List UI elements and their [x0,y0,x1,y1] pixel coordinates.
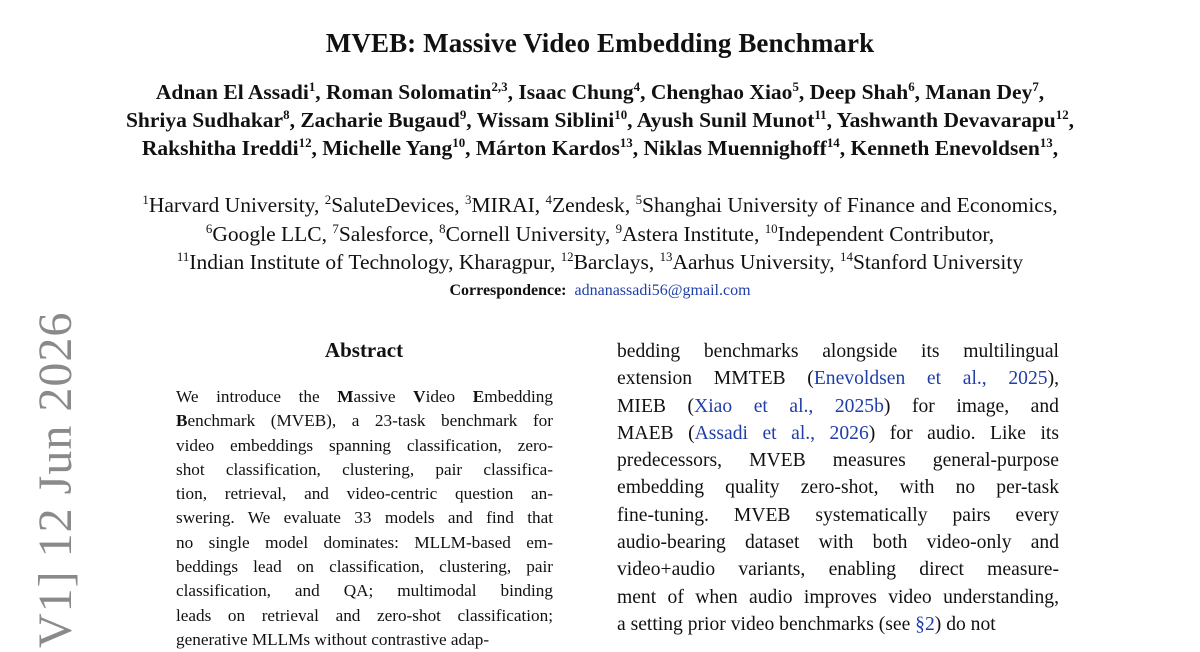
author-affiliation-mark: 14 [826,135,840,150]
paper-title: MVEB: Massive Video Embedding Benchmark [325,28,875,58]
intro-line: MIEB (Xiao et al., 2025b) for image, and [617,395,1059,417]
abstract-line: leads on retrieval and zero-shot classification; [176,605,553,625]
affiliation-mark: 2 [324,192,332,207]
affiliation: $^5$Shanghai University of Finance and Economics [635,192,1053,217]
author-affiliation-mark: 10 [614,107,628,122]
author-affiliation-mark: 10 [452,135,466,150]
author-name: Shriya Sudhakar$^8$ [125,107,290,132]
abstract-line: beddings lead on classification, clustering, pair [176,557,553,577]
author-name: Isaac Chung$^4$ [518,79,641,104]
intro-line: fine-tuning. MVEB systematically pairs every [617,504,1059,526]
author-affiliation-mark: 13 [1039,135,1053,150]
abstract-line: Benchmark (MVEB), a 23-task benchmark for [176,411,553,431]
affiliation-mark: 9 [615,221,623,236]
citation-link[interactable]: Assadi et al., 2026 [694,422,869,444]
abstract-line: video embeddings spanning classification, zero- [176,435,553,455]
author-name: Ayush Sunil Munot$^{11}$ [636,107,827,132]
affiliation: $^{14}$Stanford University [840,249,1024,274]
author-affiliation-mark: 6 [908,79,915,94]
affiliation: $^{11}$Indian Institute of Technology, Kharagpur [176,249,550,274]
abstract-heading: Abstract [324,338,404,362]
author-affiliation-mark: 5 [792,79,799,94]
affiliation-mark: 6 [205,221,213,236]
intro-line: bedding benchmarks alongside its multilingual [617,341,1059,362]
affiliation-mark: 12 [560,249,574,264]
author-name: Michelle Yang$^{10}$ [322,135,466,160]
intro-line: predecessors, MVEB measures general-purpose [617,450,1059,472]
affiliation: $^{13}$Aarhus University [659,249,830,274]
correspondence-email-link[interactable]: adnanassadi56@gmail.com [574,282,751,299]
author-name: Chenghao Xiao$^5$ [650,79,799,104]
abstract-line: classification, and QA; multimodal binding [176,581,553,601]
author-name: Kenneth Enevoldsen$^{13}$ [850,135,1053,160]
affiliation: $^7$Salesforce [332,221,429,246]
intro-line: MAEB (Assadi et al., 2026) for audio. Like its [617,422,1059,444]
affiliation-list: $^1$Harvard University, $^2$SaluteDevices, $^3$MIRAI, $^4$Zendesk, $^5$Shanghai University of Finance and Economics, $^6$Google LLC, $^7$Salesforce, $^8$Cornell University, $^9$Astera Institute, $^{10}$Independent Contributor, $^{11}$Indian Institute of Technology, Kharagpur, $^{12}$Barclays, $^{13}$Aarhus University, $^{14}$Stanford University [142,192,1058,274]
affiliation: $^2$SaluteDevices [324,192,455,217]
author-name: Manan Dey$^7$ [925,79,1039,104]
author-name: Zacharie Bugaud$^9$ [300,107,467,132]
intro-line: video+audio variants, enabling direct measure- [617,559,1059,581]
author-affiliation-mark: 12 [1055,107,1069,122]
author-affiliation-mark: 13 [619,135,633,150]
affiliation: $^1$Harvard University [142,192,315,217]
author-name: Rakshitha Ireddi$^{12}$ [141,135,312,160]
author-name: Niklas Muennighoff$^{14}$ [643,135,840,160]
abstract-line: We introduce the Massive Video Embedding [176,387,553,406]
arxiv-watermark: V1] 12 Jun 2026 [29,311,82,648]
abstract-line: tion, retrieval, and video-centric question an- [176,484,553,504]
affiliation: $^8$Cornell University [439,221,605,246]
affiliation: $^4$Zendesk [545,192,625,217]
author-list: Adnan El Assadi$^1$, Roman Solomatin$^{2,3}$, Isaac Chung$^4$, Chenghao Xiao$^5$, Deep Shah$^6$, Manan Dey$^7$, Shriya Sudhakar$^8$, Zacharie Bugaud$^9$, Wissam Siblini$^{10}$, Ayush Sunil Munot$^{11}$, Yashwanth Devavarapu$^{12}$, Rakshitha Ireddi$^{12}$, Michelle Yang$^{10}$, Márton Kardos$^{13}$, Niklas Muennighoff$^{14}$, Kenneth Enevoldsen$^{13}$, [125,79,1075,160]
abstract-line: shot classification, clustering, pair classifica- [176,459,553,479]
abstract-line: swering. We evaluate 33 models and find that [176,508,553,528]
intro-line: embedding quality zero-shot, with no per-task [617,477,1059,499]
abstract-body [176,385,553,652]
abstract-line: no single model dominates: MLLM-based em- [176,532,553,552]
affiliation-mark: 13 [659,249,673,264]
citation-link[interactable]: §2 [915,613,935,635]
affiliation-mark: 4 [545,192,552,207]
author-name: Adnan El Assadi$^1$ [155,79,316,104]
affiliation-mark: 7 [332,221,339,236]
affiliation: $^6$Google LLC [205,221,322,246]
intro-line: audio-bearing dataset with both video-only and [617,532,1059,554]
author-name: Roman Solomatin$^{2,3}$ [326,79,508,104]
affiliation: $^{12}$Barclays [560,249,649,274]
affiliation-mark: 3 [465,192,472,207]
intro-line: ment of when audio improves video understanding, [617,586,1059,608]
author-affiliation-mark: 4 [633,79,641,94]
affiliation-mark: 8 [439,221,446,236]
abstract-line: generative MLLMs without contrastive adap- [176,629,490,649]
affiliation-mark: 10 [764,221,778,236]
affiliation-mark: 14 [840,249,853,264]
citation-link[interactable]: Xiao et al., 2025b [694,395,884,417]
correspondence [0,282,1200,300]
citation-link[interactable]: Enevoldsen et al., 2025 [813,368,1048,390]
intro-column [617,338,1059,638]
affiliation-mark: 5 [635,192,643,207]
affiliation-mark: 11 [176,249,190,264]
author-affiliation-mark: 8 [283,107,290,122]
author-affiliation-mark: 11 [814,107,827,122]
intro-line: extension MMTEB (Enevoldsen et al., 2025), [617,368,1059,390]
affiliation: $^3$MIRAI [465,192,535,217]
affiliation-mark: 1 [142,192,149,207]
author-name: Deep Shah$^6$ [809,79,915,104]
author-name: Márton Kardos$^{13}$ [475,135,633,160]
author-affiliation-mark: 2,3 [491,79,508,94]
correspondence-label: Correspondence: [449,282,567,299]
author-name: Yashwanth Devavarapu$^{12}$ [836,107,1069,132]
author-affiliation-mark: 9 [459,107,467,122]
author-affiliation-mark: 12 [298,135,312,150]
author-name: Wissam Siblini$^{10}$ [476,107,628,132]
author-affiliation-mark: 1 [308,79,316,94]
author-affiliation-mark: 7 [1032,79,1039,94]
intro-line: a setting prior video benchmarks (see §2) do not [617,613,996,635]
affiliation: $^9$Astera Institute [615,221,754,246]
affiliation: $^{10}$Independent Contributor [764,221,989,246]
